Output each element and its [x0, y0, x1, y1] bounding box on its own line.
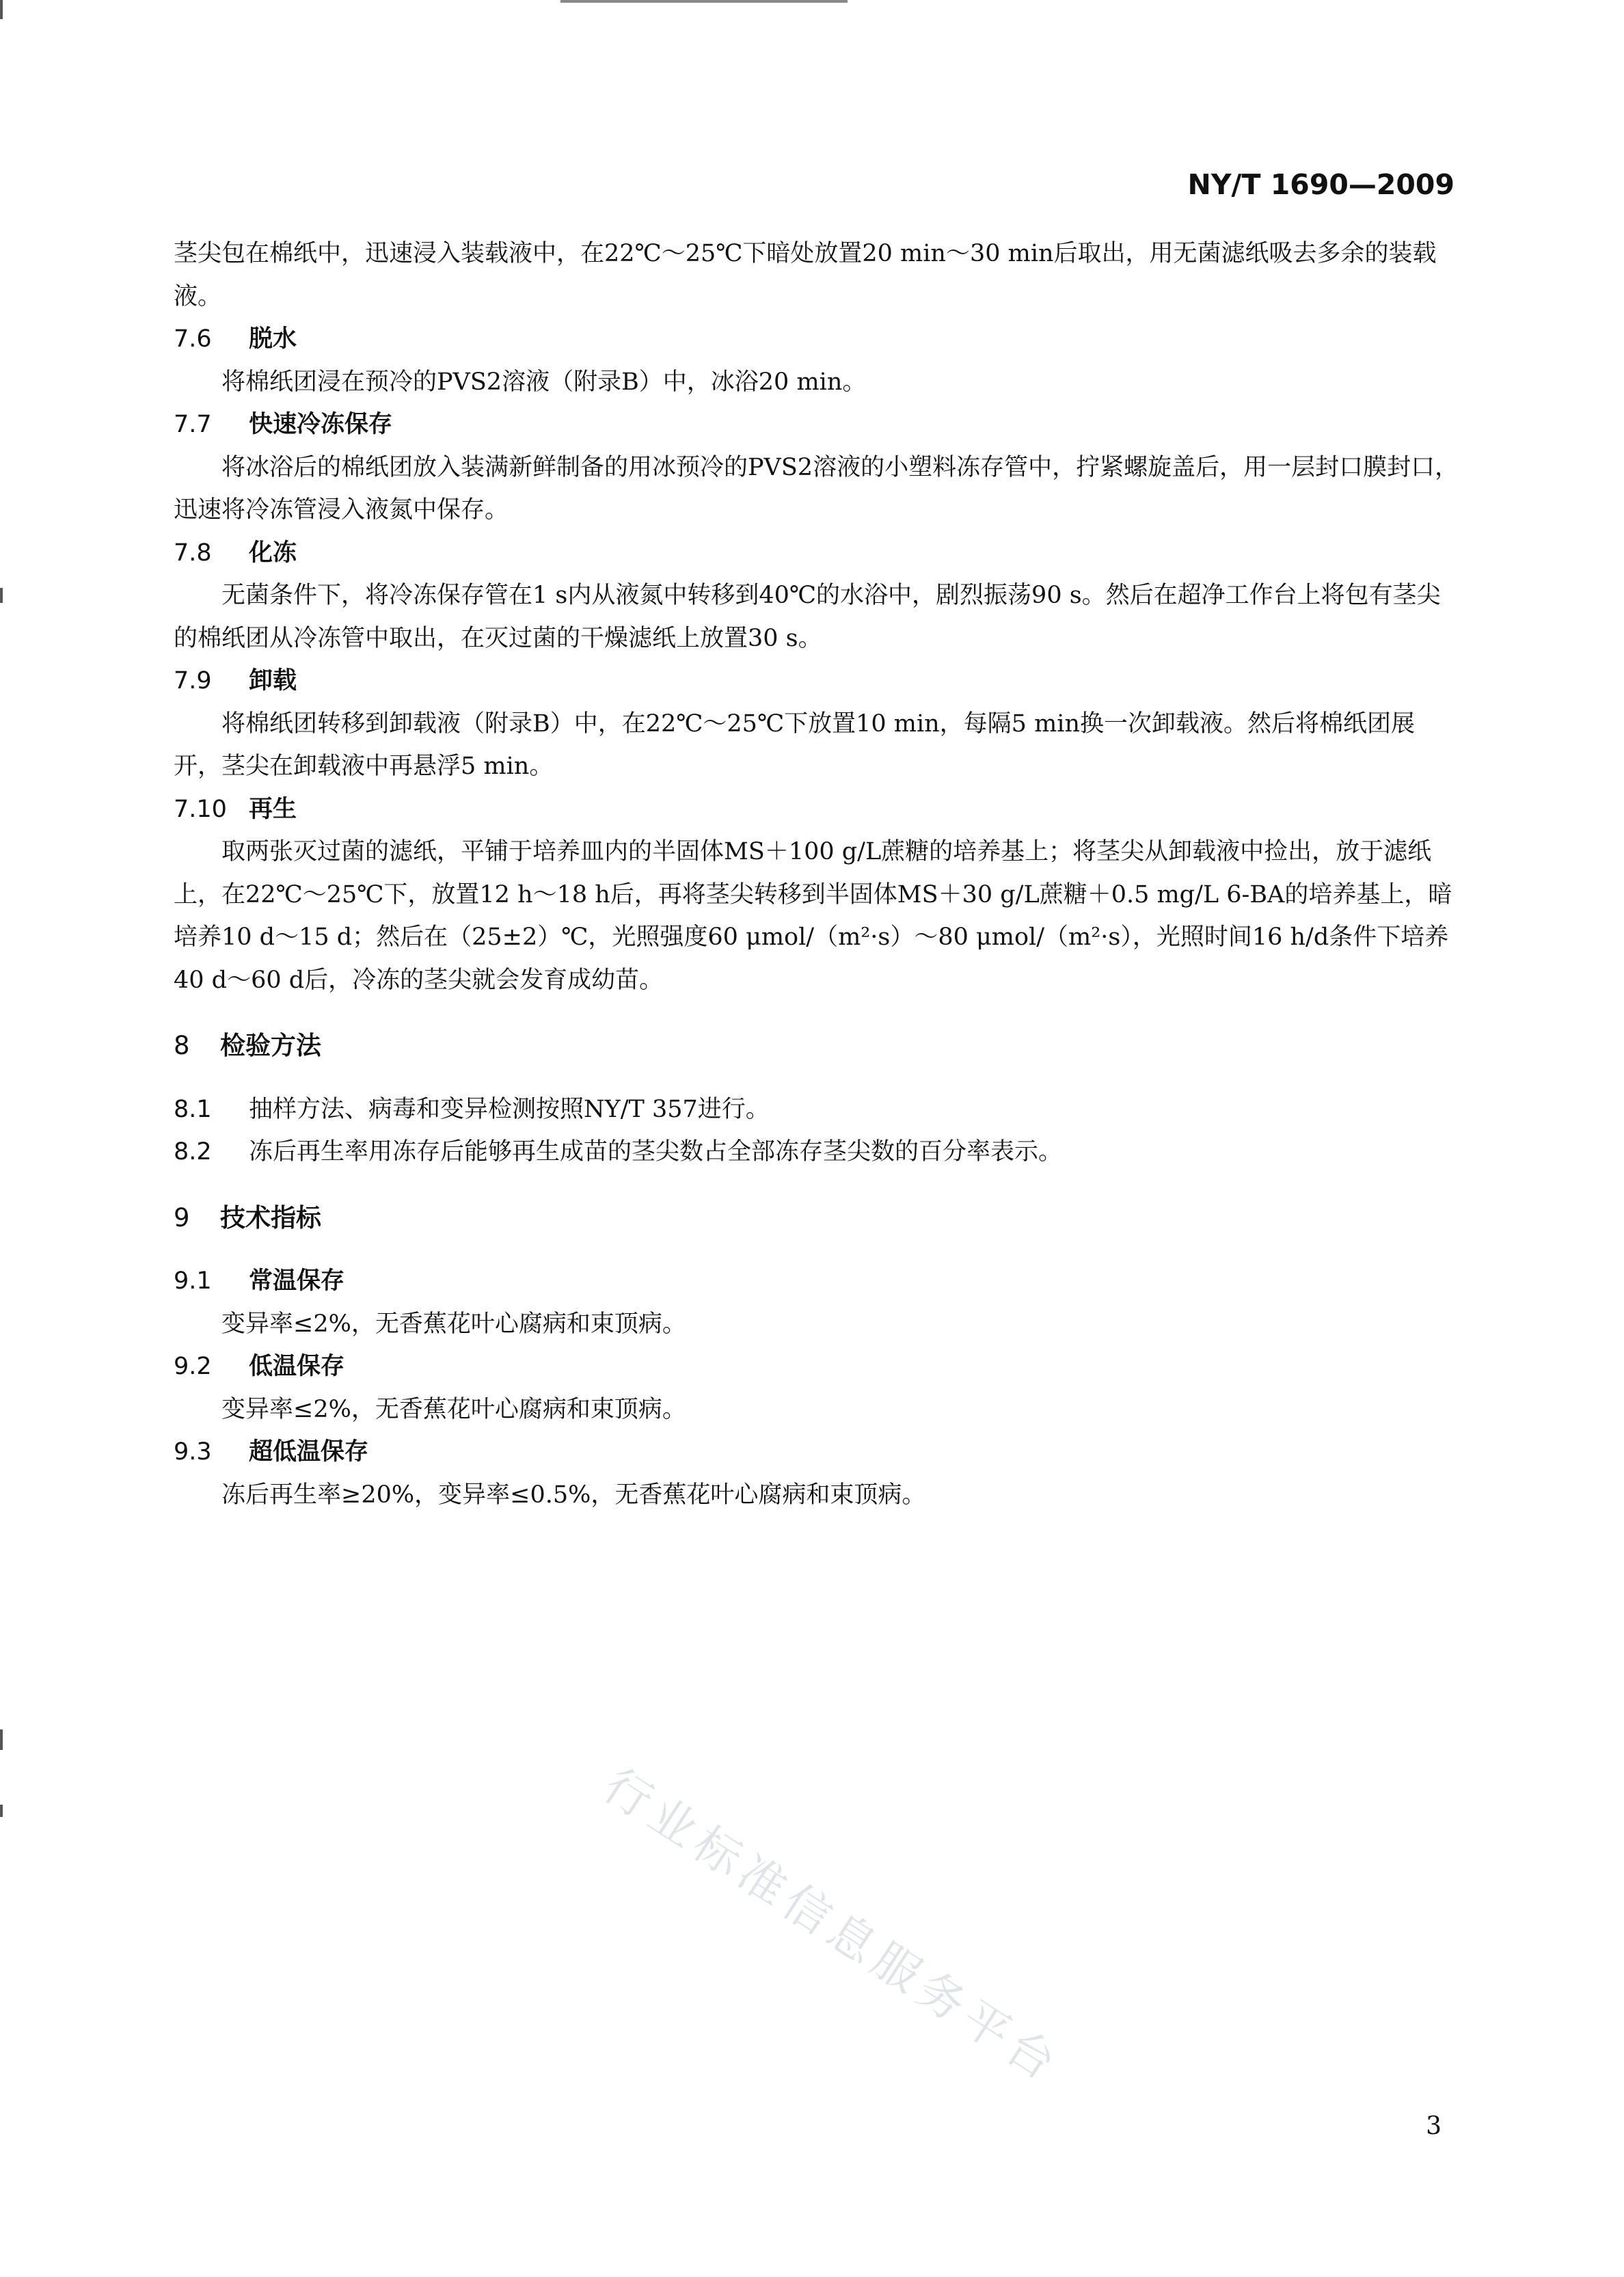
section-number: 9.1 [174, 1267, 212, 1295]
page-number: 3 [1426, 2112, 1442, 2140]
section-7-10-text: 取两张灭过菌的滤纸，平铺于培养皿内的半固体MS＋100 g/L蔗糖的培养基上；将茎尖从卸载液中捡出，放于滤纸上，在22℃～25℃下，放置12 h～18 h后，再将茎尖转移到半固体MS＋30 g/L蔗糖＋0.5 mg/L 6-BA的培养基上，暗培养10 d～15 d；然后在（25±2）℃，光照强度60 μmol/（m²·s）～80 μmol/（m²·s），光照时间16 h/d条件下培养40 d～60 d后，冷冻的茎尖就会发育成幼苗。 [174, 838, 1452, 994]
section-9-2-text: 变异率≤2%，无香蕉花叶心腐病和束顶病。 [221, 1395, 686, 1423]
section-number: 8.2 [174, 1138, 212, 1166]
section-7-7-heading [174, 403, 1460, 446]
section-9-heading [174, 1197, 1460, 1240]
section-title: 检验方法 [220, 1031, 321, 1060]
section-number: 8.1 [174, 1095, 212, 1123]
section-number: 9 [174, 1202, 190, 1232]
edge-mark [0, 588, 3, 603]
section-7-9-text: 将棉纸团转移到卸载液（附录B）中，在22℃～25℃下放置10 min，每隔5 min换一次卸载液。然后将棉纸团展开，茎尖在卸载液中再悬浮5 min。 [174, 710, 1416, 780]
section-7-6-heading [174, 318, 1460, 361]
section-7-7-text: 将冰浴后的棉纸团放入装满新鲜制备的用冰预冷的PVS2溶液的小塑料冻存管中，拧紧螺旋盖后，用一层封口膜封口，迅速将冷冻管浸入液氮中保存。 [174, 453, 1459, 524]
edge-mark [0, 1729, 3, 1750]
section-number: 9.2 [174, 1353, 212, 1380]
edge-mark [0, 0, 3, 19]
section-text: 冻后再生率用冻存后能够再生成苗的茎尖数占全部冻存茎尖数的百分率表示。 [249, 1138, 1063, 1166]
top-edge-line [560, 0, 848, 3]
watermark: 行业标准信息服务平台 [593, 1758, 1071, 2094]
section-text: 抽样方法、病毒和变异检测按照NY/T 357进行。 [249, 1095, 770, 1123]
section-7-10-heading [174, 788, 1460, 831]
section-8-2 [174, 1131, 1460, 1174]
section-9-1-text: 变异率≤2%，无香蕉花叶心腐病和束顶病。 [221, 1310, 686, 1338]
section-7-8-heading [174, 532, 1460, 575]
section-7-9-heading [174, 660, 1460, 703]
section-title: 化冻 [249, 539, 297, 567]
section-title: 再生 [249, 795, 297, 823]
section-number: 8 [174, 1031, 190, 1060]
section-title: 脱水 [249, 325, 297, 353]
document-body [174, 232, 1460, 1516]
section-7-8-text: 无菌条件下，将冷冻保存管在1 s内从液氮中转移到40℃的水浴中，剧烈振荡90 s。然后在超净工作台上将包有茎尖的棉纸团从冷冻管中取出，在灭过菌的干燥滤纸上放置30 s。 [174, 582, 1441, 652]
section-number: 7.10 [174, 795, 227, 823]
section-9-3-text: 冻后再生率≥20%，变异率≤0.5%，无香蕉花叶心腐病和束顶病。 [221, 1481, 926, 1509]
section-9-1-heading [174, 1260, 1460, 1303]
edge-mark [0, 1805, 3, 1817]
section-title: 常温保存 [249, 1267, 345, 1295]
continuation-paragraph: 茎尖包在棉纸中，迅速浸入装载液中，在22℃～25℃下暗处放置20 min～30 min后取出，用无菌滤纸吸去多余的装载液。 [174, 240, 1437, 310]
section-7-6-text: 将棉纸团浸在预冷的PVS2溶液（附录B）中，冰浴20 min。 [221, 368, 867, 396]
section-title: 快速冷冻保存 [249, 411, 393, 438]
section-number: 9.3 [174, 1438, 212, 1466]
section-title: 技术指标 [220, 1202, 321, 1232]
section-number: 7.6 [174, 325, 212, 353]
section-title: 卸载 [249, 667, 297, 695]
standard-code: NY/T 1690—2009 [1187, 168, 1454, 201]
section-number: 7.8 [174, 539, 212, 567]
section-9-2-heading [174, 1345, 1460, 1388]
section-title: 低温保存 [249, 1353, 345, 1380]
left-edge-marks [0, 0, 4, 2277]
section-number: 7.7 [174, 411, 212, 438]
section-number: 7.9 [174, 667, 212, 695]
section-8-heading [174, 1025, 1460, 1068]
section-title: 超低温保存 [249, 1438, 369, 1466]
section-9-3-heading [174, 1431, 1460, 1474]
section-8-1 [174, 1088, 1460, 1131]
